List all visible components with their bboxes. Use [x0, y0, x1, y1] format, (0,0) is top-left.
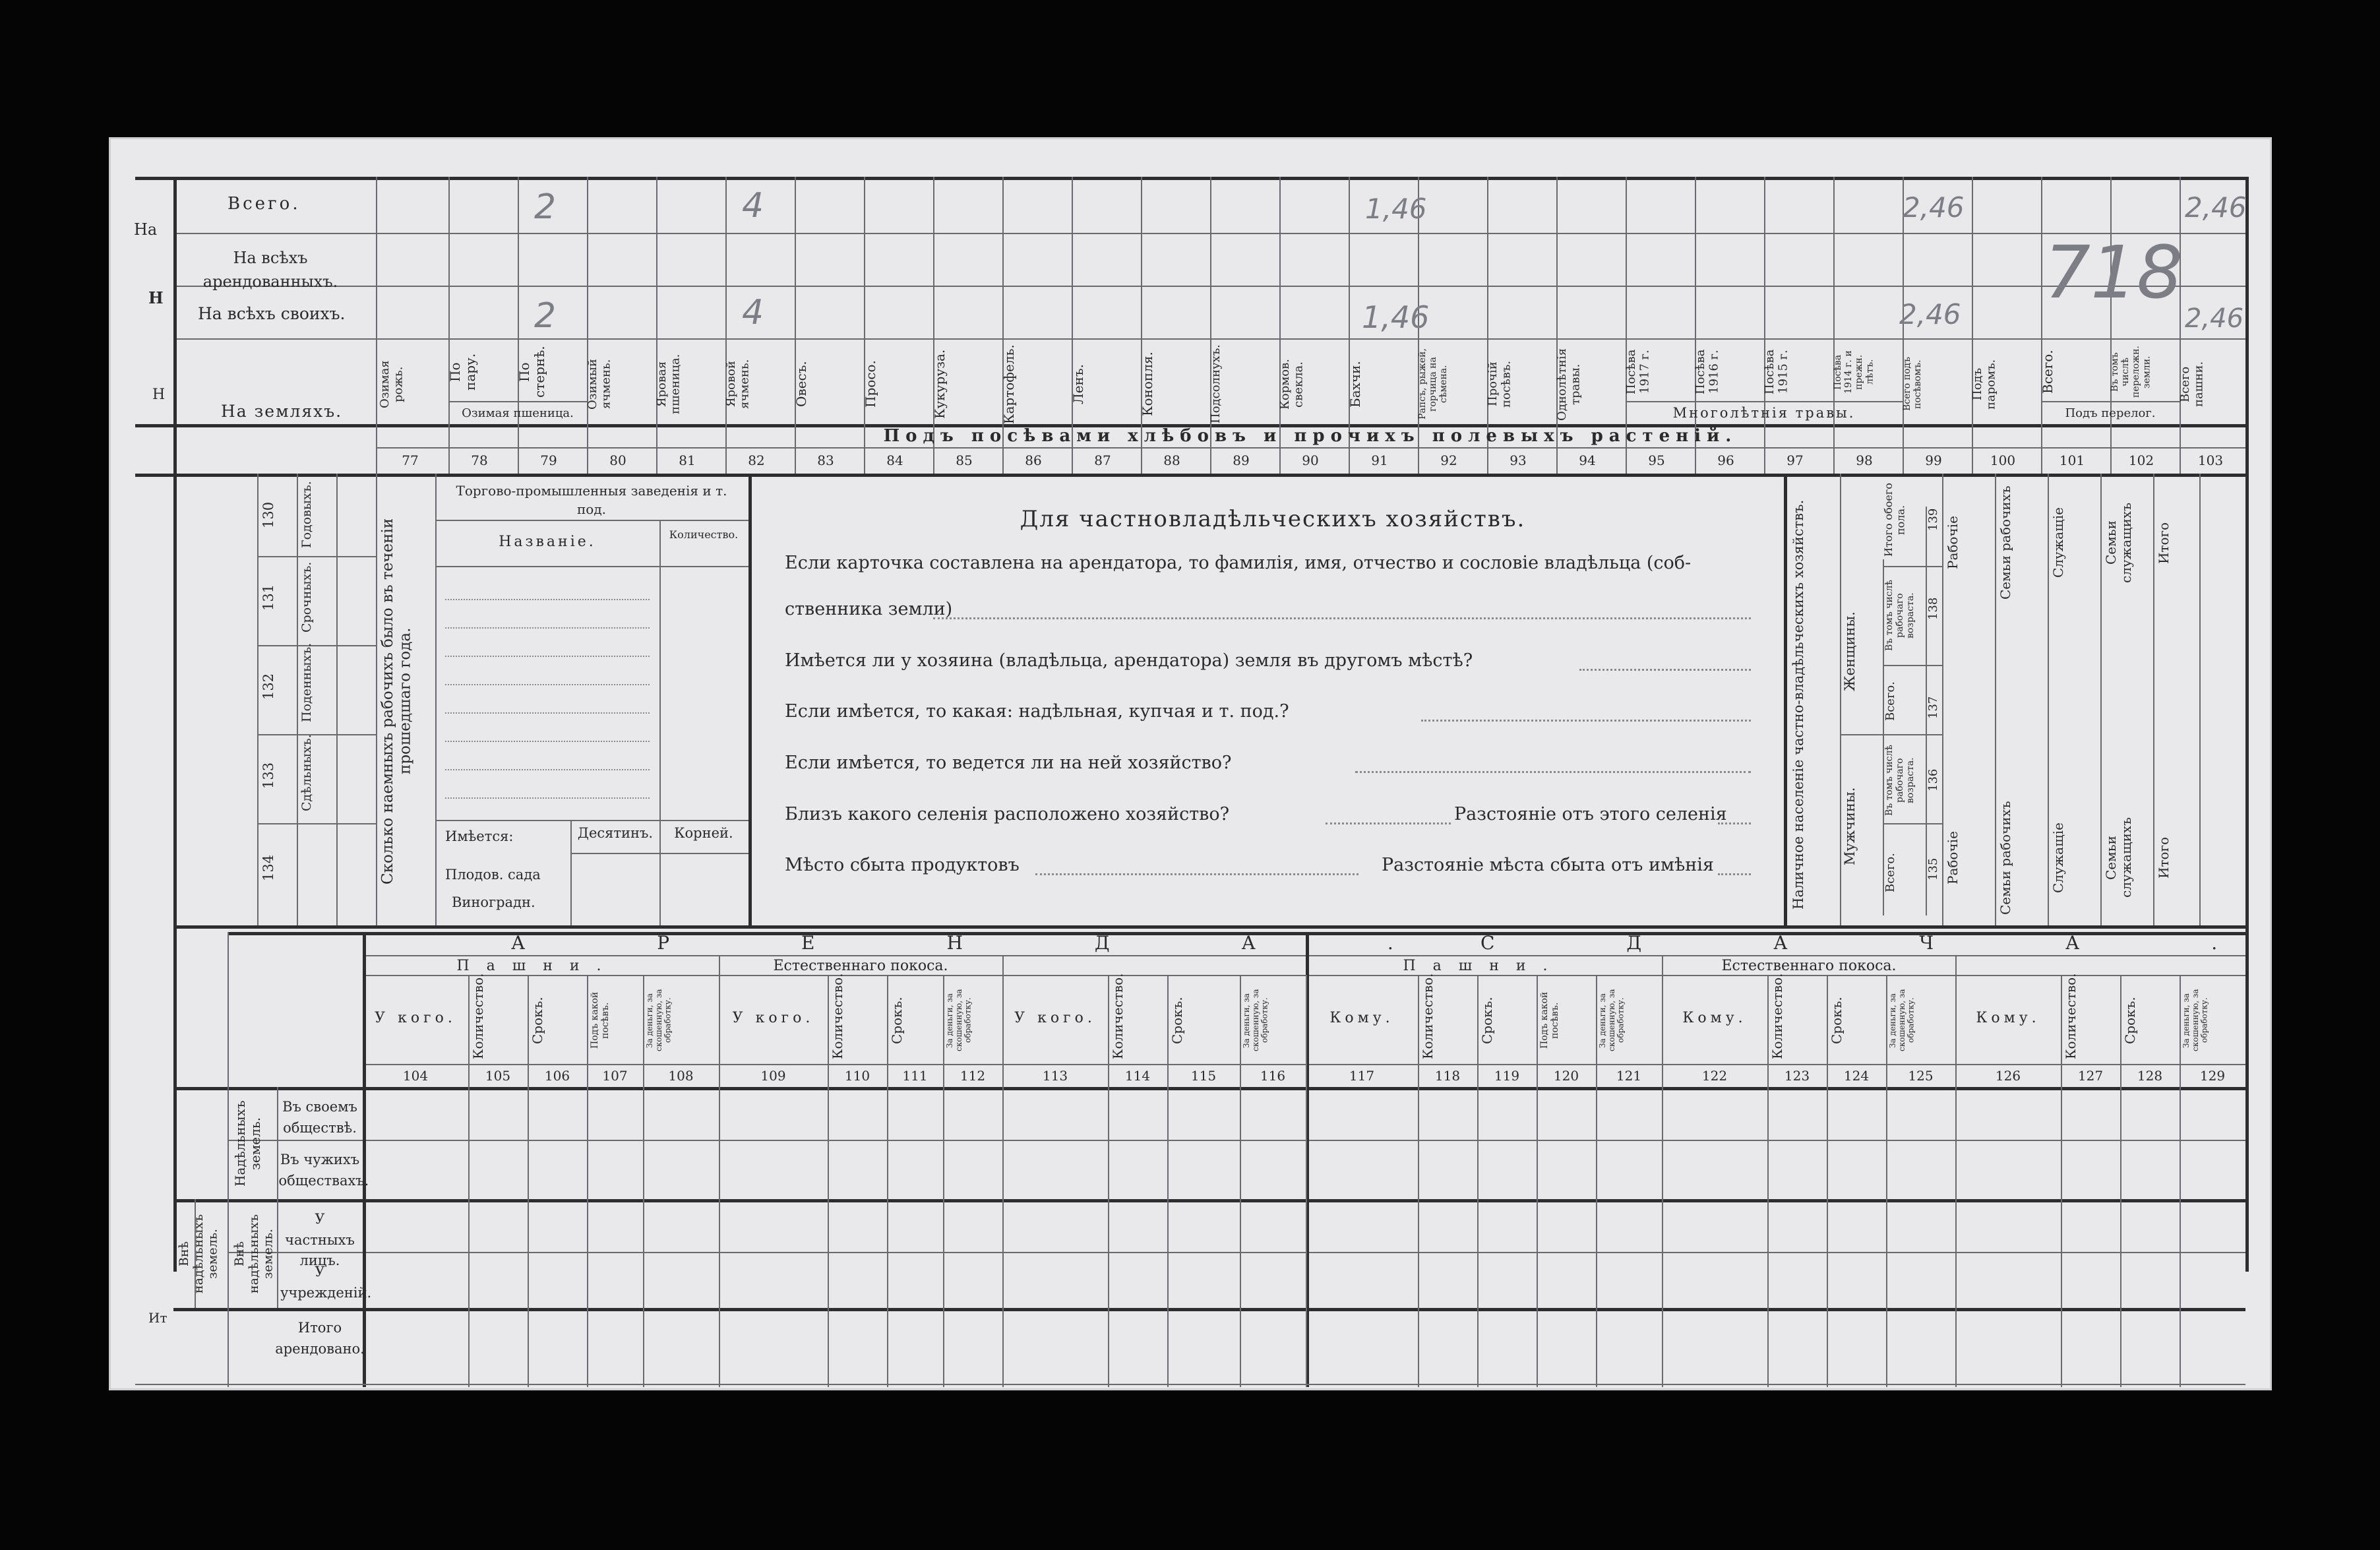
lease-col-number-112: 112 — [960, 1068, 986, 1084]
row-other-societies: Въ чужихъ обществахъ. — [278, 1152, 369, 1189]
lease-col-line-4 — [587, 975, 588, 1387]
private-line6b: Разстояніе отъ этого селенія — [1454, 804, 1727, 824]
census-card — [109, 137, 2350, 1390]
band-title-crops: Подъ посѣвами хлѣбовъ и прочихъ полевыхъ растеній. — [883, 426, 1738, 446]
lease-col-header-121: За деньги, за скошенную, за обработку. — [1598, 989, 1626, 1052]
lease-col-number-119: 119 — [1494, 1068, 1520, 1084]
lease-col-number-110: 110 — [844, 1068, 870, 1084]
lease-col-header-125: За деньги, за скошенную, за обработку. — [1888, 989, 1916, 1052]
column-number-89: 89 — [1233, 452, 1250, 468]
column-header-98: Посѣва 1914 г. и прежн. лѣтъ. — [1833, 350, 1876, 394]
lease-col-header-115: Срокъ. — [1169, 997, 1185, 1044]
trade-row-8 — [445, 797, 650, 799]
column-number-79: 79 — [540, 452, 557, 468]
hw-total-82: 4 — [742, 186, 764, 226]
row-total-leased: Итого арендовано. — [275, 1320, 365, 1357]
lease-col-line-2 — [468, 975, 470, 1387]
column-header-101: Всего. — [2040, 350, 2056, 394]
column-header-96: Посѣва 1916 г. — [1693, 349, 1721, 395]
row-own-society: Въ своемъ обществѣ. — [282, 1099, 357, 1136]
trade-row-3 — [445, 656, 650, 657]
column-header-103: Всего пашни. — [2178, 361, 2206, 408]
column-header-90: Кормов. свекла. — [1278, 359, 1306, 410]
lease-col-header-120: Подъ какой посѣвъ. — [1539, 991, 1561, 1049]
lease-arable: Пашни. — [456, 958, 619, 974]
lease-col-line-11 — [1108, 975, 1109, 1387]
column-header-84: Просо. — [863, 360, 878, 408]
workers-col-label-130: Годовыхъ. — [299, 481, 314, 549]
workers-col-label-131: Срочныхъ. — [299, 561, 314, 633]
column-header-77: Озимая рожь. — [378, 360, 406, 408]
column-header-89: Подсолнухъ. — [1209, 344, 1223, 424]
lease-col-line-23 — [1955, 975, 1957, 1387]
lease-col-header-122: Кому. — [1682, 1010, 1747, 1026]
lease-col-line-10 — [1002, 975, 1004, 1387]
lease-col-header-113: У кого. — [1014, 1010, 1096, 1026]
row-group-non-nadel-inner: Внѣ надѣльныхъ земель. — [232, 1214, 276, 1293]
trade-row-2 — [445, 627, 650, 629]
population-col-bottom-5: Итого — [2156, 836, 2172, 879]
lease-col-line-25 — [2120, 975, 2121, 1387]
lease-col-header-109: У кого. — [732, 1010, 814, 1026]
workers-col-num-132: 132 — [260, 673, 276, 700]
column-number-80: 80 — [609, 452, 626, 468]
lease-col-number-122: 122 — [1701, 1068, 1728, 1084]
lease-col-header-127: Количество. — [2063, 973, 2079, 1059]
group-perennial-grass: Многолѣтнія травы. — [1672, 405, 1856, 421]
lease-col-line-18 — [1596, 975, 1597, 1387]
column-number-87: 87 — [1094, 452, 1111, 468]
column-header-80: Озимый ячмень. — [586, 359, 613, 410]
lease-col-line-8 — [887, 975, 888, 1387]
population-col-bottom-3: Служащіе — [2050, 822, 2066, 893]
lease-col-number-121: 121 — [1616, 1068, 1642, 1084]
orchard-desyatin: Десятинъ. — [577, 825, 654, 841]
lease-col-line-22 — [1886, 975, 1887, 1387]
column-header-78: По пару. — [447, 353, 478, 391]
private-title: Для частновладѣльческихъ хозяйствъ. — [1020, 506, 1526, 532]
trade-row-7 — [445, 769, 650, 770]
hw-own-91: 1,46 — [1362, 299, 1430, 335]
lease-col-number-116: 116 — [1260, 1068, 1286, 1084]
hw-total-103: 2,46 — [2185, 191, 2247, 224]
lease-col-header-108: За деньги, за скошенную, за обработку. — [645, 989, 673, 1052]
lease-col-header-107: Подъ какой посѣвъ. — [590, 991, 611, 1049]
private-line7b: Разстояніе мѣста сбыта отъ имѣнія — [1382, 855, 1714, 875]
lease-col-line-5 — [643, 975, 644, 1387]
population-women-all: Всего. — [1883, 681, 1897, 721]
population-col-bottom-1: Рабочіе — [1945, 831, 1961, 884]
lease-col-line-19 — [1662, 975, 1663, 1387]
column-number-86: 86 — [1025, 452, 1042, 468]
lease-col-line-12 — [1167, 975, 1169, 1387]
column-header-94: Однолѣтнія травы. — [1555, 348, 1583, 421]
lease-col-line-26 — [2180, 975, 2181, 1387]
lease-col-header-112: За деньги, за скошенную, за обработку. — [945, 989, 973, 1052]
row-group-non-nadel-outer: Внѣ надѣльныхъ земель. — [177, 1214, 220, 1293]
lease-col-number-111: 111 — [902, 1068, 928, 1084]
column-header-82: Яровой ячмень. — [724, 359, 752, 410]
lease-col-number-109: 109 — [760, 1068, 786, 1084]
column-header-93: Прочій посѣвъ. — [1486, 360, 1513, 408]
column-number-78: 78 — [471, 452, 488, 468]
sublease-arable: Пашни. — [1403, 958, 1565, 974]
private-line7a: Мѣсто сбыта продуктовъ — [785, 855, 1020, 875]
row-private-persons: У частныхъ лицъ. — [285, 1211, 355, 1268]
column-header-79: По стернѣ. — [516, 346, 547, 398]
lease-col-number-108: 108 — [668, 1068, 694, 1084]
row-label-total: Всего. — [228, 194, 301, 214]
lease-col-header-114: Количество. — [1110, 973, 1126, 1059]
private-line4: Если имѣется, то какая: надѣльная, купчая и т. под.? — [785, 701, 1289, 722]
trade-row-1 — [445, 599, 650, 600]
orchard-gardens: Плодов. сада — [445, 867, 541, 883]
lease-col-number-105: 105 — [485, 1068, 511, 1084]
lease-col-line-14 — [1306, 975, 1307, 1387]
column-header-86: Картофель. — [1001, 344, 1017, 424]
column-number-77: 77 — [402, 452, 419, 468]
row-group-nadel: Надѣльныхъ земель. — [232, 1100, 263, 1187]
lease-col-number-120: 120 — [1553, 1068, 1579, 1084]
lease-col-line-20 — [1767, 975, 1769, 1387]
lease-col-header-126: Кому. — [1976, 1010, 2040, 1026]
column-number-100: 100 — [1990, 452, 2016, 468]
column-header-95: Посѣва 1917 г. — [1624, 349, 1652, 395]
column-header-81: Яровая пшеница. — [655, 354, 683, 415]
population-num-138: 138 — [1926, 597, 1940, 621]
population-num-137: 137 — [1926, 696, 1940, 720]
lease-col-number-113: 113 — [1042, 1068, 1068, 1084]
lease-col-number-124: 124 — [1843, 1068, 1870, 1084]
lease-col-line-15 — [1418, 975, 1419, 1387]
column-number-91: 91 — [1371, 452, 1388, 468]
workers-col-num-133: 133 — [260, 762, 276, 789]
lease-col-line-7 — [828, 975, 829, 1387]
private-line3: Имѣется ли у хозяина (владѣльца, арендатора) земля въ другомъ мѣстѣ? — [785, 650, 1473, 671]
hw-own-82: 4 — [742, 293, 764, 332]
private-line6a: Близъ какого селенія расположено хозяйство? — [785, 804, 1230, 824]
column-header-92: Рапсъ, рыжей, горчица на сѣмена. — [1417, 348, 1449, 420]
population-women: Женщины. — [1842, 611, 1858, 692]
population-col-top-5: Итого — [2156, 522, 2172, 564]
row-institutions: У учрежденій. — [280, 1264, 372, 1301]
trade-row-4 — [445, 684, 650, 685]
population-women-incl: Въ томъ числѣ рабочаго возраста. — [1884, 580, 1916, 651]
stub-mark-3: Н — [152, 387, 166, 403]
lease-col-line-16 — [1477, 975, 1479, 1387]
hw-own-103: 2,46 — [2185, 303, 2244, 334]
lease-col-number-107: 107 — [602, 1068, 628, 1084]
lease-col-header-111: Срокъ. — [889, 997, 905, 1044]
lease-col-number-106: 106 — [544, 1068, 570, 1084]
column-header-102: Въ томъ числѣ переложн. земли. — [2110, 346, 2152, 398]
hw-total-79: 2 — [534, 187, 557, 227]
lease-col-header-123: Количество. — [1769, 973, 1785, 1059]
lease-col-number-123: 123 — [1784, 1068, 1810, 1084]
column-number-88: 88 — [1163, 452, 1180, 468]
lease-col-header-117: Кому. — [1329, 1010, 1394, 1026]
workers-col-num-134: 134 — [260, 854, 276, 881]
population-num-136: 136 — [1926, 768, 1940, 792]
trade-qty-col: Количество. — [669, 528, 739, 541]
lease-col-header-104: У кого. — [375, 1010, 456, 1026]
orchard-roots: Корней. — [674, 825, 733, 841]
population-men: Мужчины. — [1842, 787, 1858, 866]
column-number-95: 95 — [1648, 452, 1665, 468]
column-number-103: 103 — [2197, 452, 2224, 468]
row-stub-it: Ит — [148, 1310, 168, 1326]
hw-total-99: 2,46 — [1903, 191, 1965, 224]
lease-col-header-128: Срокъ. — [2122, 997, 2138, 1044]
lease-col-header-106: Срокъ. — [530, 997, 545, 1044]
lease-col-number-127: 127 — [2077, 1068, 2104, 1084]
row-label-own: На всѣхъ своихъ. — [198, 304, 346, 323]
column-header-83: Овесъ. — [793, 361, 809, 408]
column-number-102: 102 — [2128, 452, 2154, 468]
lease-col-number-125: 125 — [1908, 1068, 1934, 1084]
lease-col-line-21 — [1827, 975, 1828, 1387]
hw-total-91: 1,46 — [1365, 193, 1427, 225]
column-number-81: 81 — [679, 452, 696, 468]
lease-col-header-110: Количество. — [830, 973, 845, 1059]
lease-col-header-119: Срокъ. — [1479, 997, 1495, 1044]
population-col-top-4: Семьи служащихъ — [2103, 503, 2134, 583]
population-total-both: Итого обоего пола. — [1882, 483, 1907, 557]
column-header-100: Подъ паромъ. — [1970, 359, 1998, 410]
lease-col-number-118: 118 — [1434, 1068, 1461, 1084]
lease-col-number-126: 126 — [1995, 1068, 2021, 1084]
column-number-97: 97 — [1786, 452, 1804, 468]
column-number-94: 94 — [1579, 452, 1596, 468]
column-number-96: 96 — [1717, 452, 1734, 468]
workers-title: Сколько наемныхъ рабочихъ было въ теченіи прошедшаго года. — [379, 518, 414, 884]
trade-name-col: Названіе. — [499, 534, 596, 550]
workers-col-num-131: 131 — [260, 584, 276, 611]
private-line2: ственника земли) — [785, 599, 953, 619]
lease-hayfield: Естественнаго покоса. — [773, 958, 948, 974]
trade-row-6 — [445, 741, 650, 742]
workers-col-label-133: Сдѣльныхъ. — [299, 734, 314, 811]
lease-title: АРЕНДА. — [511, 932, 1525, 954]
group-fallow: Подъ перелог. — [2065, 406, 2156, 420]
stub-mark-1: На — [134, 220, 158, 239]
row-label-lands: На земляхъ. — [221, 402, 343, 421]
private-line5: Если имѣется, то ведется ли на ней хозяйство? — [785, 753, 1232, 773]
population-num-139: 139 — [1926, 508, 1940, 532]
sublease-hayfield: Естественнаго покоса. — [1721, 958, 1897, 974]
column-header-91: Бахчи. — [1347, 361, 1363, 408]
trade-row-5 — [445, 712, 650, 714]
lease-col-line-3 — [528, 975, 529, 1387]
column-number-101: 101 — [2059, 452, 2085, 468]
population-men-incl: Въ томъ числѣ рабочаго возраста. — [1884, 745, 1916, 816]
hw-own-99: 2,46 — [1899, 298, 1961, 330]
population-title: Наличное населеніе частно-владѣльческихъ хозяйствъ. — [1790, 499, 1806, 910]
hw-own-79: 2 — [534, 296, 557, 336]
lease-col-number-115: 115 — [1190, 1068, 1217, 1084]
column-number-83: 83 — [817, 452, 834, 468]
column-header-87: Ленъ. — [1070, 364, 1086, 404]
trade-title: Торгово-промышленныя заведенія и т. под. — [456, 483, 727, 517]
lease-col-line-9 — [943, 975, 944, 1387]
column-header-88: Конопля. — [1140, 352, 1155, 417]
column-header-85: Кукуруза. — [932, 349, 948, 419]
sublease-title: СДАЧА. — [1480, 932, 2350, 954]
private-line1: Если карточка составлена на арендатора, то фамилія, имя, отчество и сословіе владѣльца (соб- — [785, 553, 1692, 573]
population-col-bottom-4: Семьи служащихъ — [2103, 817, 2134, 898]
lease-col-number-114: 114 — [1124, 1068, 1151, 1084]
lease-col-number-129: 129 — [2199, 1068, 2226, 1084]
population-col-top-3: Служащіе — [2050, 507, 2066, 578]
row-label-leased: На всѣхъ арендованныхъ. — [202, 249, 338, 291]
workers-col-label-132: Поденныхъ. — [299, 642, 314, 722]
lease-col-header-124: Срокъ. — [1829, 997, 1845, 1044]
lease-col-number-104: 104 — [402, 1068, 429, 1084]
column-number-93: 93 — [1510, 452, 1527, 468]
workers-col-num-130: 130 — [260, 501, 276, 528]
column-header-97: Посѣва 1915 г. — [1763, 349, 1790, 395]
orchard-vineyards: Виноградн. — [452, 894, 535, 910]
lease-col-line-13 — [1240, 975, 1241, 1387]
column-number-90: 90 — [1302, 452, 1319, 468]
column-number-92: 92 — [1440, 452, 1457, 468]
column-header-99: Всего подъ посѣвомъ. — [1902, 357, 1924, 412]
lease-col-line-17 — [1537, 975, 1538, 1387]
lease-col-header-129: За деньги, за скошенную, за обработку. — [2182, 989, 2209, 1052]
population-col-top-2: Семьи рабочихъ — [1998, 485, 2013, 600]
lease-col-header-105: Количество. — [470, 973, 486, 1059]
lease-col-number-128: 128 — [2137, 1068, 2163, 1084]
hw-stamp-number: 718 — [2044, 230, 2183, 315]
lease-col-header-116: За деньги, за скошенную, за обработку. — [1242, 989, 1269, 1052]
lease-col-number-117: 117 — [1349, 1068, 1375, 1084]
column-number-99: 99 — [1925, 452, 1942, 468]
population-col-bottom-2: Семьи рабочихъ — [1998, 801, 2013, 915]
lease-col-line-24 — [2061, 975, 2062, 1387]
population-men-all: Всего. — [1883, 853, 1897, 892]
stub-mark-2: Н — [148, 288, 164, 307]
group-winter-wheat: Озимая пшеница. — [462, 406, 574, 420]
lease-col-line-6 — [719, 975, 720, 1387]
population-num-135: 135 — [1926, 857, 1940, 881]
population-col-top-1: Рабочіе — [1945, 516, 1961, 570]
column-number-98: 98 — [1856, 452, 1873, 468]
column-number-85: 85 — [956, 452, 973, 468]
lease-col-header-118: Количество. — [1420, 973, 1436, 1059]
orchard-has: Имѣется: — [445, 828, 514, 844]
column-number-84: 84 — [886, 452, 903, 468]
column-number-82: 82 — [748, 452, 765, 468]
